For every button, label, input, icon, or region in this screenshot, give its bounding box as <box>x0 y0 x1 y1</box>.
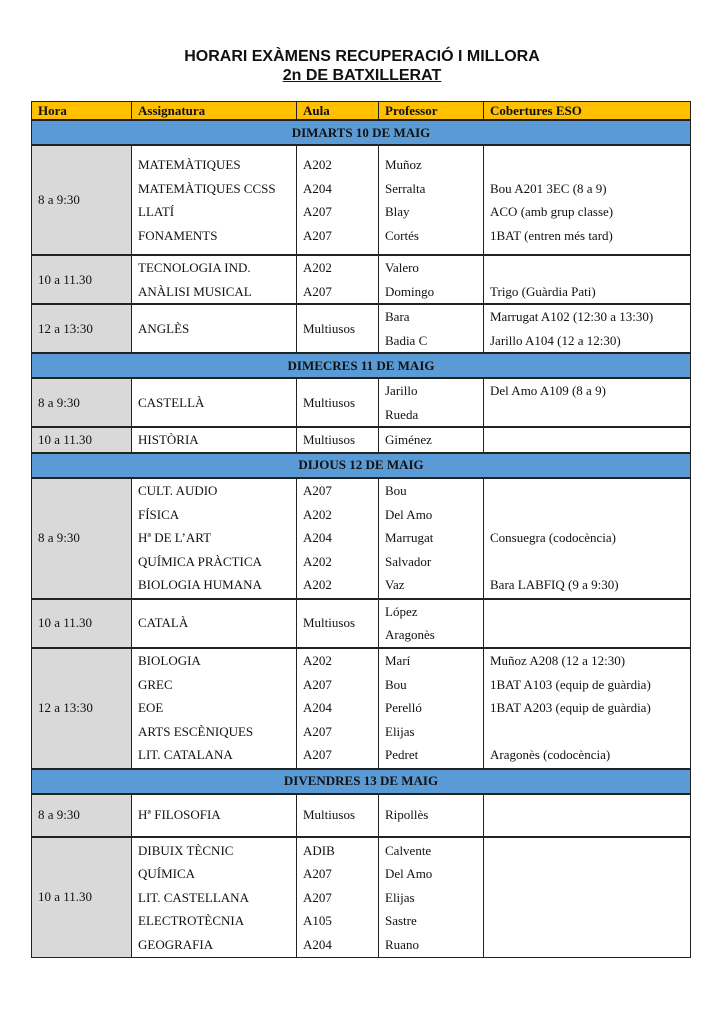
day-label: DIMECRES 11 DE MAIG <box>32 353 691 378</box>
hora-cell: 8 a 9:30 <box>32 794 132 837</box>
professor-cell-line: Pedret <box>385 747 419 763</box>
hora-cell: 12 a 13:30 <box>32 648 132 769</box>
subject-cell-line: GREC <box>138 676 173 692</box>
header-hora: Hora <box>32 102 132 121</box>
subject-cell <box>132 255 297 304</box>
aula-cell-line: A207 <box>303 283 332 299</box>
professor-cell-line: Elijas <box>385 889 415 905</box>
time-block-row <box>32 427 691 453</box>
time-block-row <box>32 794 691 837</box>
professor-cell-line: Giménez <box>385 432 432 447</box>
aula-cell <box>297 599 379 648</box>
professor-cell-line: Rueda <box>385 406 419 422</box>
professor-cell-line: López <box>385 603 418 619</box>
professor-cell-line: Marrugat <box>385 530 434 546</box>
professor-cell <box>379 378 484 427</box>
professor-cell-line: Bou <box>385 483 407 499</box>
aula-cell-line: A105 <box>303 913 332 928</box>
professor-cell-line: Valero <box>385 260 419 275</box>
header-row <box>32 102 691 121</box>
aula-cell-line: A204 <box>303 530 332 546</box>
cobertures-cell-line: 1BAT (entren més tard) <box>490 227 613 243</box>
subject-cell-line: QUÍMICA <box>138 866 196 881</box>
aula-cell-line: A207 <box>303 723 332 739</box>
aula-cell-line: A207 <box>303 747 332 763</box>
cobertures-cell-line: Aragonès (codocència) <box>490 747 611 763</box>
time-block-row <box>32 837 691 958</box>
subject-cell-line: TECNOLOGIA IND. <box>138 260 251 275</box>
cobertures-cell-line: Trigo (Guàrdia Pati) <box>490 283 596 299</box>
professor-cell-line: Cortés <box>385 227 419 243</box>
cobertures-cell-line <box>490 933 684 957</box>
time-block-row <box>32 478 691 599</box>
professor-cell <box>379 304 484 353</box>
subject-cell <box>132 599 297 648</box>
cobertures-cell-line: 1BAT A103 (equip de guàrdia) <box>490 676 651 692</box>
subject-cell-line: Hª FILOSOFIA <box>138 807 221 823</box>
subject-cell-line: DIBUIX TÈCNIC <box>138 842 234 858</box>
subject-cell-line: ANGLÈS <box>138 320 190 336</box>
aula-cell <box>297 648 379 769</box>
subject-cell <box>132 304 297 353</box>
document-title <box>0 47 724 85</box>
header-cobertures: Cobertures ESO <box>484 102 691 121</box>
subject-cell-line: CULT. AUDIO <box>138 483 218 499</box>
hora-cell: 10 a 11.30 <box>32 427 132 453</box>
professor-cell <box>379 599 484 648</box>
professor-cell-line: Badia C <box>385 332 428 348</box>
header-assignatura: Assignatura <box>132 102 297 121</box>
subject-cell <box>132 145 297 255</box>
professor-cell-line: Bara <box>385 309 410 324</box>
day-row <box>32 453 691 478</box>
professor-cell-line: Domingo <box>385 283 435 299</box>
aula-cell <box>297 304 379 353</box>
cobertures-cell-line: Marrugat A102 (12:30 a 13:30) <box>490 309 654 324</box>
aula-cell <box>297 794 379 837</box>
professor-cell <box>379 648 484 769</box>
cobertures-cell <box>484 145 691 255</box>
day-row <box>32 769 691 794</box>
cobertures-cell-line: Muñoz A208 (12 a 12:30) <box>490 653 626 669</box>
time-block-row <box>32 255 691 304</box>
cobertures-cell-line <box>490 720 684 744</box>
day-label: DIJOUS 12 DE MAIG <box>32 453 691 478</box>
subject-cell-line: CASTELLÀ <box>138 394 205 410</box>
subject-cell-line: MATEMÀTIQUES <box>138 157 241 172</box>
cobertures-cell <box>484 378 691 427</box>
cobertures-cell <box>484 304 691 353</box>
cobertures-cell-line <box>490 611 684 635</box>
cobertures-cell-line <box>490 503 684 527</box>
cobertures-cell <box>484 255 691 304</box>
aula-cell-line: A202 <box>303 653 332 669</box>
cobertures-cell <box>484 478 691 599</box>
cobertures-cell-line: Bou A201 3EC (8 a 9) <box>490 180 607 196</box>
aula-cell-line: A202 <box>303 506 332 522</box>
professor-cell-line: Calvente <box>385 842 432 858</box>
aula-cell-line: A202 <box>303 553 332 569</box>
cobertures-cell-line <box>490 803 684 827</box>
professor-cell-line: Bou <box>385 676 407 692</box>
aula-cell-line: Multiusos <box>303 807 356 823</box>
professor-cell-line: Ruano <box>385 936 419 952</box>
header-professor: Professor <box>379 102 484 121</box>
professor-cell <box>379 427 484 453</box>
hora-cell: 8 a 9:30 <box>32 478 132 599</box>
subject-cell-line: QUÍMICA PRÀCTICA <box>138 553 262 569</box>
cobertures-cell-line: Del Amo A109 (8 a 9) <box>490 383 606 398</box>
aula-cell-line: Multiusos <box>303 432 356 447</box>
subject-cell-line: LIT. CASTELLANA <box>138 889 249 905</box>
cobertures-cell-line <box>490 886 684 910</box>
cobertures-cell-line: Bara LABFIQ (9 a 9:30) <box>490 577 619 593</box>
aula-cell-line: Multiusos <box>303 320 356 336</box>
professor-cell <box>379 478 484 599</box>
header-aula: Aula <box>297 102 379 121</box>
day-row <box>32 120 691 145</box>
subject-cell-line: Hª DE L’ART <box>138 530 212 546</box>
hora-cell: 8 a 9:30 <box>32 145 132 255</box>
time-block-row <box>32 648 691 769</box>
day-label: DIVENDRES 13 DE MAIG <box>32 769 691 794</box>
aula-cell-line: A202 <box>303 577 332 593</box>
professor-cell-line: Salvador <box>385 553 432 569</box>
subject-cell-line: LLATÍ <box>138 204 175 219</box>
cobertures-cell-line <box>490 479 684 503</box>
aula-cell-line: A207 <box>303 483 332 499</box>
professor-cell-line: Del Amo <box>385 506 433 522</box>
aula-cell-line: A204 <box>303 180 332 196</box>
aula-cell-line: A202 <box>303 260 332 275</box>
professor-cell <box>379 794 484 837</box>
aula-cell-line: A207 <box>303 889 332 905</box>
subject-cell <box>132 427 297 453</box>
aula-cell-line: A202 <box>303 157 332 172</box>
professor-cell-line: Perelló <box>385 700 422 716</box>
aula-cell-line: A207 <box>303 204 332 219</box>
professor-cell-line: Serralta <box>385 180 426 196</box>
aula-cell-line: A204 <box>303 936 332 952</box>
cobertures-cell-line <box>490 909 684 933</box>
hora-cell: 12 a 13:30 <box>32 304 132 353</box>
subject-cell-line: MATEMÀTIQUES CCSS <box>138 180 276 196</box>
professor-cell-line: Jarillo <box>385 383 418 398</box>
cobertures-cell <box>484 599 691 648</box>
title: HORARI EXÀMENS RECUPERACIÓ I MILLORA <box>184 48 540 65</box>
cobertures-cell-line <box>490 839 684 863</box>
hora-cell: 10 a 11.30 <box>32 599 132 648</box>
professor-cell-line: Del Amo <box>385 866 433 881</box>
cobertures-cell-line <box>490 153 684 177</box>
time-block-row <box>32 378 691 427</box>
professor-cell-line: Vaz <box>385 577 405 593</box>
subject-cell-line: CATALÀ <box>138 615 189 631</box>
hora-cell: 8 a 9:30 <box>32 378 132 427</box>
subject-cell-line: FONAMENTS <box>138 227 218 243</box>
aula-cell <box>297 427 379 453</box>
aula-cell <box>297 378 379 427</box>
cobertures-cell-line <box>490 862 684 886</box>
cobertures-cell-line: 1BAT A203 (equip de guàrdia) <box>490 700 651 716</box>
subject-cell-line: HISTÒRIA <box>138 432 199 447</box>
time-block-row <box>32 599 691 648</box>
subject-cell-line: BIOLOGIA <box>138 653 201 669</box>
subject-cell <box>132 648 297 769</box>
subject-cell-line: BIOLOGIA HUMANA <box>138 577 262 593</box>
professor-cell <box>379 145 484 255</box>
cobertures-cell <box>484 837 691 958</box>
cobertures-cell-line: ACO (amb grup classe) <box>490 204 614 219</box>
subtitle: 2n DE BATXILLERAT <box>282 67 442 84</box>
exam-schedule-table <box>31 101 691 958</box>
professor-cell <box>379 255 484 304</box>
hora-cell: 10 a 11.30 <box>32 837 132 958</box>
time-block-row <box>32 304 691 353</box>
subject-cell-line: GEOGRAFIA <box>138 936 214 952</box>
aula-cell <box>297 837 379 958</box>
professor-cell-line: Elijas <box>385 723 415 739</box>
subject-cell <box>132 837 297 958</box>
subject-cell-line: FÍSICA <box>138 506 180 522</box>
subject-cell-line: ELECTROTÈCNIA <box>138 913 245 928</box>
aula-cell-line: ADIB <box>303 842 335 858</box>
cobertures-cell <box>484 794 691 837</box>
subject-cell <box>132 478 297 599</box>
professor-cell-line: Ripollès <box>385 807 429 823</box>
subject-cell <box>132 378 297 427</box>
day-label: DIMARTS 10 DE MAIG <box>32 120 691 145</box>
subject-cell-line: ARTS ESCÈNIQUES <box>138 723 254 739</box>
aula-cell-line: Multiusos <box>303 394 356 410</box>
aula-cell-line: A207 <box>303 676 332 692</box>
cobertures-cell-line: Jarillo A104 (12 a 12:30) <box>490 332 621 348</box>
cobertures-cell-line <box>490 428 684 452</box>
professor-cell-line: Sastre <box>385 913 417 928</box>
cobertures-cell <box>484 648 691 769</box>
professor-cell-line: Aragonès <box>385 627 435 642</box>
cobertures-cell-line: Consuegra (codocència) <box>490 530 616 546</box>
professor-cell-line: Marí <box>385 653 411 669</box>
cobertures-cell-line <box>490 550 684 574</box>
hora-cell: 10 a 11.30 <box>32 255 132 304</box>
aula-cell-line: Multiusos <box>303 615 356 631</box>
aula-cell <box>297 255 379 304</box>
time-block-row <box>32 145 691 255</box>
cobertures-cell <box>484 427 691 453</box>
professor-cell <box>379 837 484 958</box>
subject-cell-line: ANÀLISI MUSICAL <box>138 283 252 299</box>
subject-cell-line: EOE <box>138 700 164 716</box>
aula-cell <box>297 478 379 599</box>
day-row <box>32 353 691 378</box>
aula-cell <box>297 145 379 255</box>
cobertures-cell-line <box>490 403 684 427</box>
subject-cell-line: LIT. CATALANA <box>138 747 233 763</box>
aula-cell-line: A204 <box>303 700 332 716</box>
aula-cell-line: A207 <box>303 866 332 881</box>
aula-cell-line: A207 <box>303 227 332 243</box>
professor-cell-line: Muñoz <box>385 157 422 172</box>
professor-cell-line: Blay <box>385 204 410 219</box>
subject-cell <box>132 794 297 837</box>
cobertures-cell-line <box>490 256 684 280</box>
